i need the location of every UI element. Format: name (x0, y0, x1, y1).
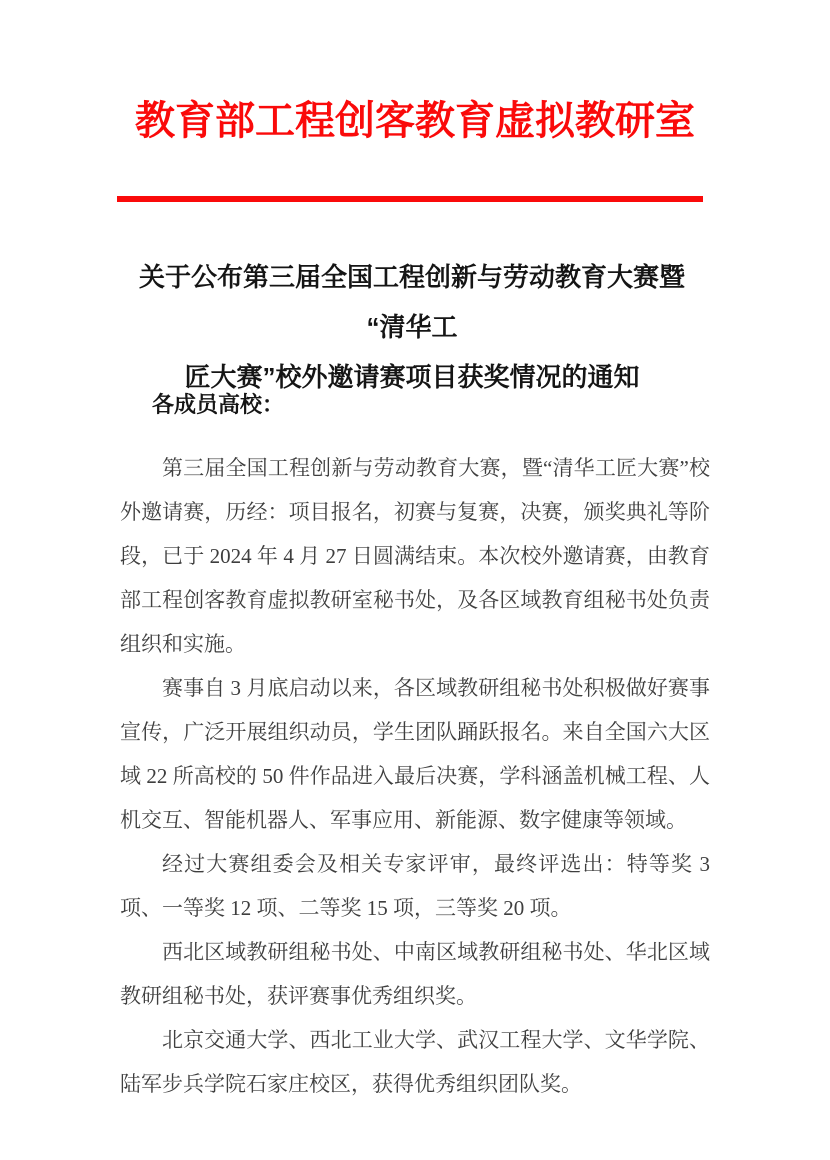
letterhead-title: 教育部工程创客教育虚拟教研室 (135, 99, 695, 143)
notice-title (117, 252, 707, 402)
notice-title-line1: 关于公布第三届全国工程创新与劳动教育大赛暨 “清华工 (138, 262, 685, 342)
letterhead-divider (117, 196, 703, 202)
salutation: 各成员高校： (152, 392, 285, 417)
notice-title-line2: 匠大赛”校外邀请赛项目获奖情况的通知 (184, 362, 640, 392)
notice-body (120, 446, 710, 1106)
body-paragraph: 赛事自 3 月底启动以来，各区域教研组秘书处积极做好赛事宣传，广泛开展组织动员，学生团队踊跃报名。来自全国六大区域 22 所高校的 50 件作品进入最后决赛，学科涵盖机械工程、人机交互、智能机器人、军事应用、新能源、数字健康等领域。 (120, 676, 710, 832)
body-paragraph: 北京交通大学、西北工业大学、武汉工程大学、文华学院、陆军步兵学院石家庄校区，获得优秀组织团队奖。 (120, 1028, 710, 1096)
body-paragraph: 经过大赛组委会及相关专家评审，最终评选出：特等奖 3 项、一等奖 12 项、二等奖 15 项，三等奖 20 项。 (120, 852, 710, 920)
body-paragraph: 西北区域教研组秘书处、中南区域教研组秘书处、华北区域教研组秘书处，获评赛事优秀组织奖。 (120, 940, 710, 1008)
body-paragraph: 第三届全国工程创新与劳动教育大赛，暨“清华工匠大赛”校外邀请赛，历经：项目报名，初赛与复赛，决赛，颁奖典礼等阶段，已于 2024 年 4 月 27 日圆满结束。本次校外邀请赛，由教育部工程创客教育虚拟教研室秘书处，及各区域教育组秘书处负责组织和实施。 (120, 456, 710, 656)
